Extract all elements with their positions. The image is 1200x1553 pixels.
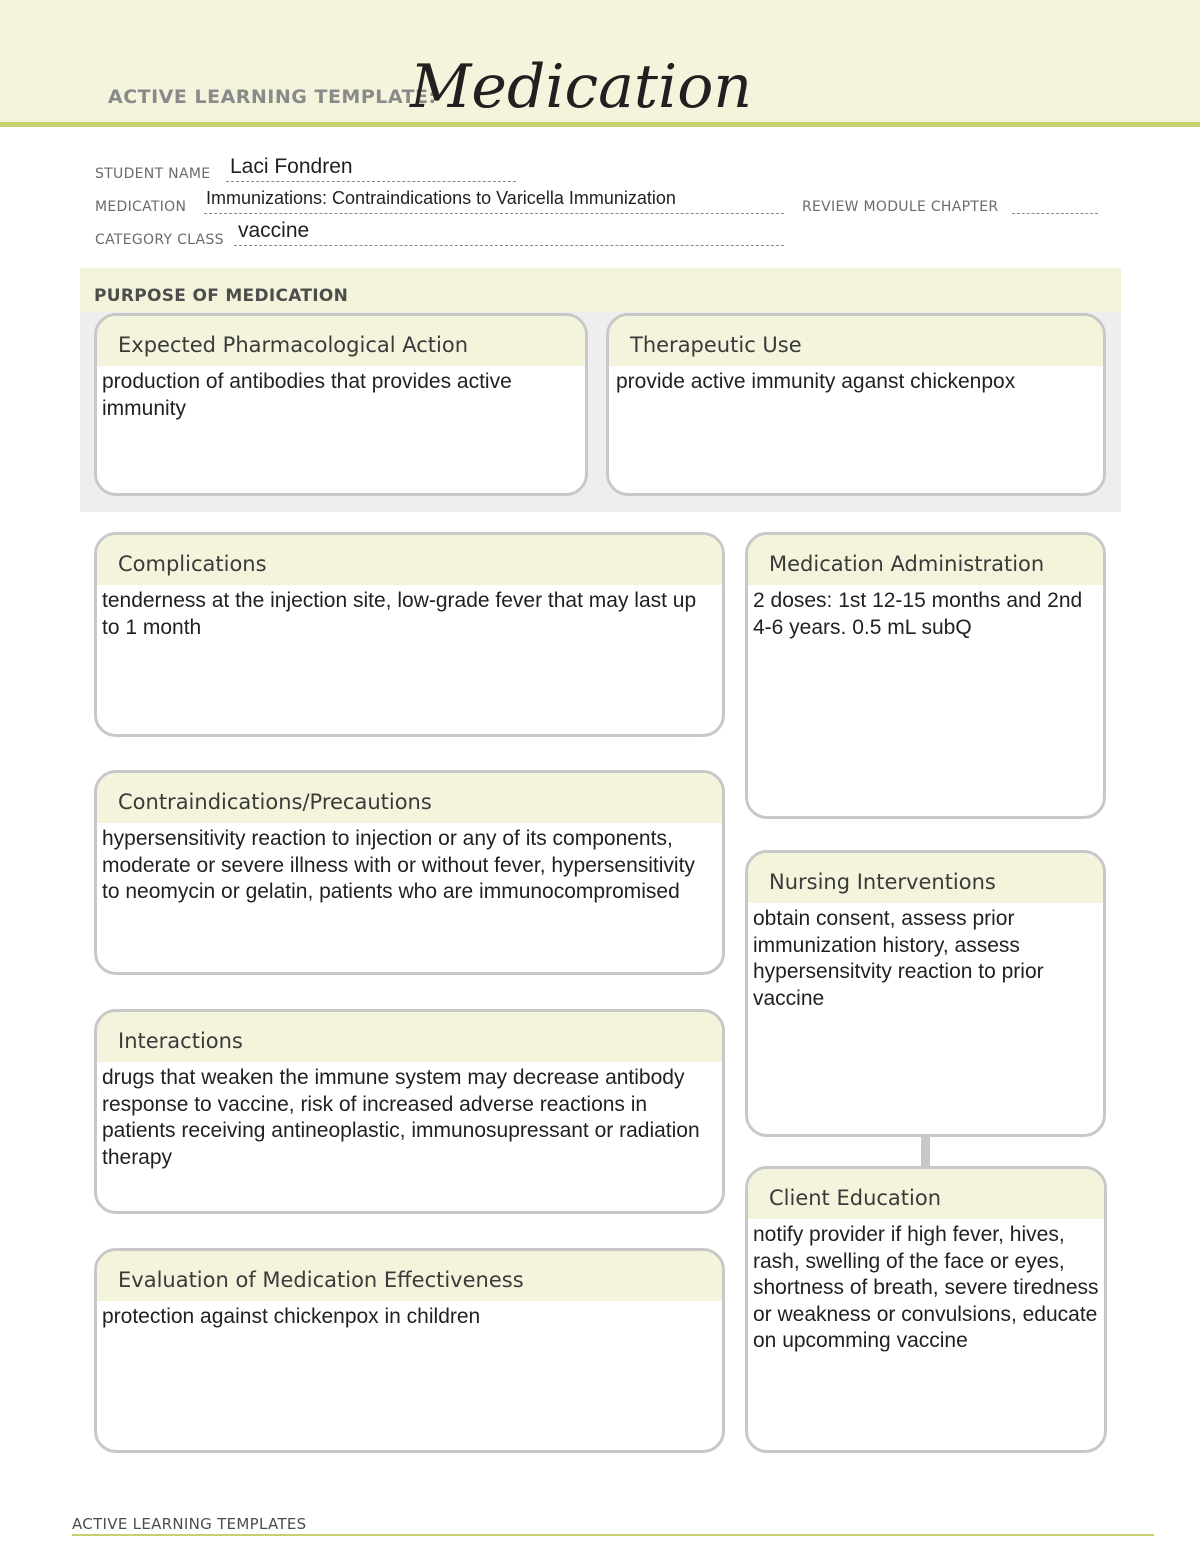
category-class-label: CATEGORY CLASS xyxy=(95,232,224,248)
complications-box[interactable] xyxy=(94,532,725,737)
client-education-heading: Client Education xyxy=(748,1169,1104,1219)
therapeutic-use-box[interactable] xyxy=(606,313,1106,496)
expected-action-text[interactable]: production of antibodies that provides active immunity xyxy=(102,370,512,420)
administration-box[interactable] xyxy=(745,532,1106,819)
template-title: Medication xyxy=(410,52,752,122)
box-connector xyxy=(921,1134,930,1166)
complications-text[interactable]: tenderness at the injection site, low-grade fever that may last up to 1 month xyxy=(102,589,697,639)
student-name-line xyxy=(226,181,516,182)
contraindications-heading: Contraindications/Precautions xyxy=(97,773,722,823)
template-label: ACTIVE LEARNING TEMPLATE: xyxy=(108,86,437,108)
medication-value[interactable]: Immunizations: Contraindications to Varicella Immunization xyxy=(206,188,676,208)
administration-heading: Medication Administration xyxy=(748,535,1103,585)
category-class-value[interactable]: vaccine xyxy=(238,219,310,242)
contraindications-box[interactable] xyxy=(94,770,725,975)
medication-label: MEDICATION xyxy=(95,199,187,215)
interactions-heading: Interactions xyxy=(97,1012,722,1062)
interactions-box[interactable] xyxy=(94,1009,725,1214)
evaluation-text[interactable]: protection against chickenpox in children xyxy=(102,1305,481,1328)
therapeutic-use-heading: Therapeutic Use xyxy=(609,316,1103,366)
nursing-interventions-box[interactable] xyxy=(745,850,1106,1137)
contraindications-text[interactable]: hypersensitivity reaction to injection or any of its components, moderate or severe illness with or without fever, hypersensitivity to neomycin or gelatin, patients who are immunocompromised xyxy=(102,827,695,903)
client-education-box[interactable] xyxy=(745,1166,1107,1453)
therapeutic-use-text[interactable]: provide active immunity aganst chickenpox xyxy=(616,370,1016,393)
evaluation-box[interactable] xyxy=(94,1248,725,1453)
category-class-line xyxy=(234,245,784,246)
header-rule xyxy=(0,122,1200,127)
administration-text[interactable]: 2 doses: 1st 12-15 months and 2nd 4-6 years. 0.5 mL subQ xyxy=(753,589,1083,639)
footer-rule xyxy=(72,1534,1154,1536)
medication-line xyxy=(204,213,784,214)
student-name-value[interactable]: Laci Fondren xyxy=(230,155,353,178)
purpose-title: PURPOSE OF MEDICATION xyxy=(94,286,349,306)
student-name-label: STUDENT NAME xyxy=(95,166,211,182)
client-education-text[interactable]: notify provider if high fever, hives, rash, swelling of the face or eyes, shortness of breath, severe tiredness or weakness or convulsions, educate on upcomming vaccine xyxy=(753,1223,1099,1352)
complications-heading: Complications xyxy=(97,535,722,585)
footer-label: ACTIVE LEARNING TEMPLATES xyxy=(72,1515,307,1533)
review-module-chapter-line xyxy=(1012,213,1098,214)
expected-action-box[interactable] xyxy=(94,313,588,496)
nursing-interventions-text[interactable]: obtain consent, assess prior immunization history, assess hypersensitvity reaction to prior vaccine xyxy=(753,907,1044,1010)
expected-action-heading: Expected Pharmacological Action xyxy=(97,316,585,366)
nursing-interventions-heading: Nursing Interventions xyxy=(748,853,1103,903)
review-module-chapter-label: REVIEW MODULE CHAPTER xyxy=(802,199,999,215)
evaluation-heading: Evaluation of Medication Effectiveness xyxy=(97,1251,722,1301)
interactions-text[interactable]: drugs that weaken the immune system may decrease antibody response to vaccine, risk of increased adverse reactions in patients receiving antineoplastic, immunosupressant or radiation therapy xyxy=(102,1066,700,1169)
